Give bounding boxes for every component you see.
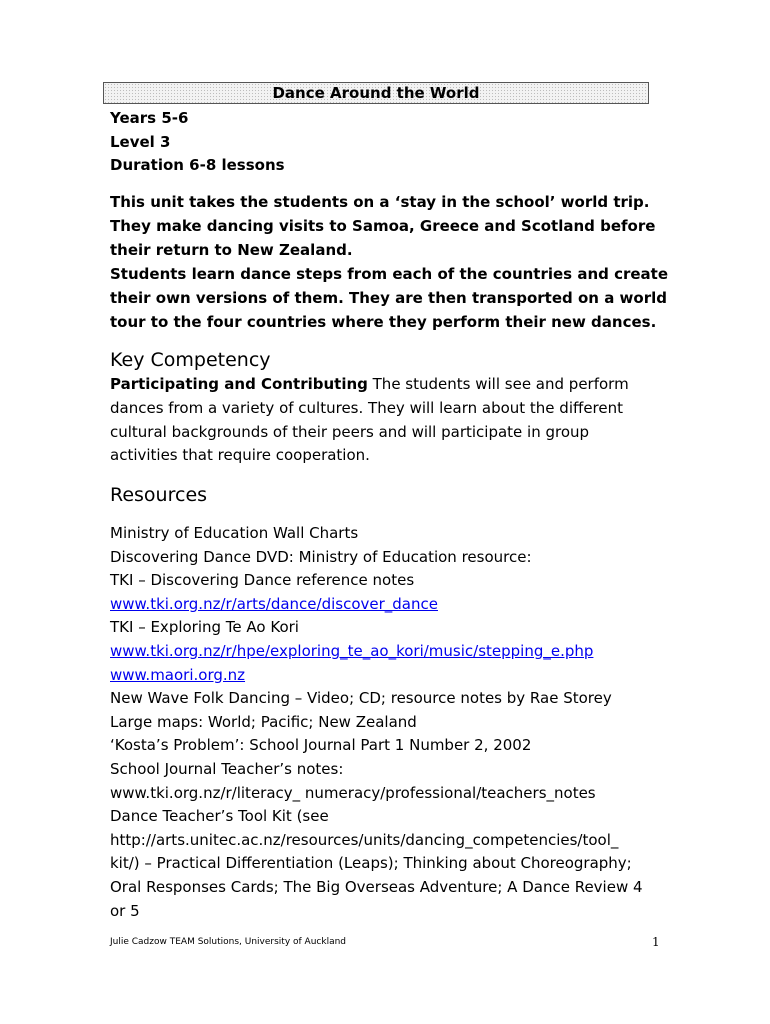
kc-line: dances from a variety of cultures. They will learn about the different [110,398,624,417]
resource-line: ‘Kosta’s Problem’: School Journal Part 1 Number 2, 2002 [110,736,532,755]
meta-duration: Duration 6-8 lessons [110,156,285,174]
intro-line: their own versions of them. They are then transported on a world [110,289,667,307]
kc-line: activities that require cooperation. [110,446,370,465]
resource-line: New Wave Folk Dancing – Video; CD; resource notes by Rae Storey [110,689,612,708]
intro-line: their return to New Zealand. [110,241,353,259]
resource-line: Ministry of Education Wall Charts [110,524,359,542]
resource-line: TKI – Exploring Te Ao Kori [110,618,299,637]
meta-years: Years 5-6 [110,109,189,127]
resource-line: kit/) – Practical Differentiation (Leaps); Thinking about Choreography; [110,854,632,873]
document-title: Dance Around the World [103,82,649,104]
resource-line: Dance Teacher’s Tool Kit (see [110,807,329,826]
resources-list [110,522,670,923]
resources-heading: Resources [110,484,208,506]
kc-first-line: The students will see and perform [367,375,629,393]
resource-line: http://arts.unitec.ac.nz/resources/units/dancing_competencies/tool_ [110,830,619,849]
kc-line [110,373,670,397]
key-competency-heading: Key Competency [110,349,271,371]
resource-line: TKI – Discovering Dance reference notes [110,571,415,590]
intro-line: They make dancing visits to Samoa, Greece and Scotland before [110,217,656,235]
discover-dance-link[interactable]: www.tki.org.nz/r/arts/dance/discover_dance [110,594,438,613]
kc-label: Participating and Contributing [110,375,368,393]
page-footer: Julie Cadzow TEAM Solutions, University of Auckland [110,937,347,947]
key-competency-text [110,373,670,468]
resource-line: Oral Responses Cards; The Big Overseas Adventure; A Dance Review 4 [110,877,643,896]
intro-line: This unit takes the students on a ‘stay in the school’ world trip. [110,193,650,211]
meta-level: Level 3 [110,132,171,151]
page-number: 1 [652,935,660,949]
intro-paragraph [110,190,670,334]
resource-line: Large maps: World; Pacific; New Zealand [110,712,417,731]
resource-line: www.tki.org.nz/r/literacy_ numeracy/professional/teachers_notes [110,783,596,802]
te-ao-kori-link[interactable]: www.tki.org.nz/r/hpe/exploring_te_ao_kori/music/stepping_e.php [110,641,594,660]
intro-line: tour to the four countries where they perform their new dances. [110,313,657,331]
unit-meta [110,107,285,178]
kc-line: cultural backgrounds of their peers and will participate in group [110,422,590,441]
maori-org-link[interactable]: www.maori.org.nz [110,665,246,684]
resource-line: Discovering Dance DVD: Ministry of Education resource: [110,547,532,566]
resource-line: or 5 [110,901,140,920]
intro-line: Students learn dance steps from each of the countries and create [110,265,669,283]
resource-line: School Journal Teacher’s notes: [110,759,344,778]
